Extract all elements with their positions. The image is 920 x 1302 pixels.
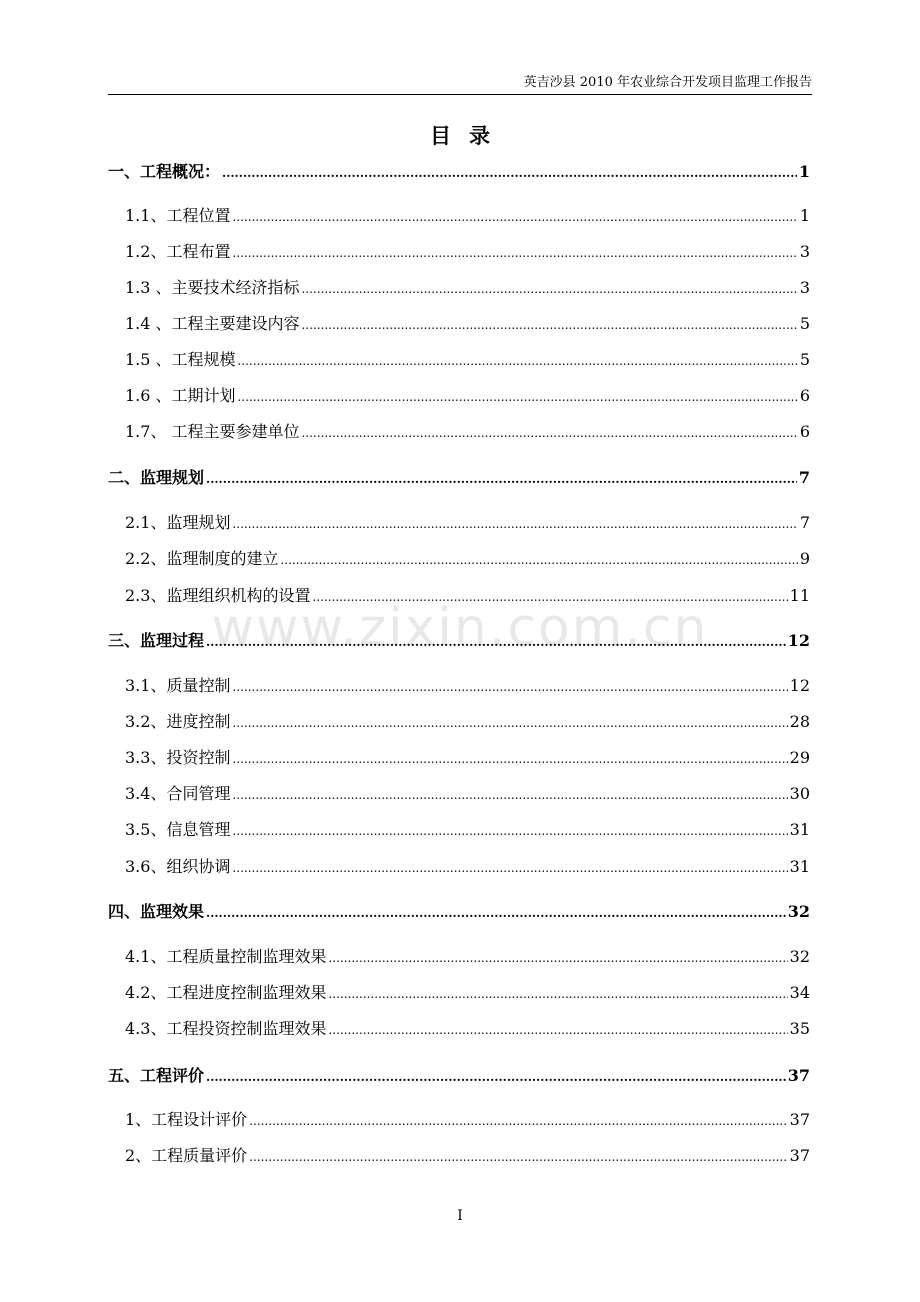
toc-entry-page: 30 (789, 784, 810, 803)
toc-entry-label: 二、监理规划 (108, 468, 205, 487)
toc-leader-dots (232, 206, 797, 227)
toc-entry[interactable] (108, 747, 810, 769)
toc-leader-dots (280, 549, 797, 570)
page-number: I (457, 1208, 463, 1224)
toc-entry[interactable] (108, 205, 810, 227)
toc-entry-page: 3 (799, 242, 810, 261)
toc-entry-page: 12 (787, 631, 810, 650)
toc-entry-label: 3.4、合同管理 (125, 784, 231, 803)
toc-entry-page: 7 (798, 468, 810, 487)
toc-entry[interactable] (108, 675, 810, 697)
toc-entry-label: 2.1、监理规划 (125, 513, 231, 532)
toc-leader-dots (232, 242, 797, 263)
toc-leader-dots (238, 350, 798, 371)
toc-entry-page: 11 (789, 586, 810, 605)
toc-entry[interactable] (108, 630, 810, 652)
toc-leader-dots (232, 748, 787, 769)
toc-leader-dots (232, 784, 787, 805)
toc-leader-dots (312, 586, 787, 607)
toc-leader-dots (206, 468, 797, 489)
toc-entry-label: 4.1、工程质量控制监理效果 (125, 947, 327, 966)
toc-entry-label: 1、工程设计评价 (125, 1110, 248, 1129)
toc-leader-dots (232, 820, 787, 841)
toc-entry[interactable] (108, 982, 810, 1004)
toc-entry[interactable] (108, 241, 810, 263)
toc-entry-page: 31 (789, 857, 810, 876)
toc-entry-page: 5 (799, 314, 810, 333)
toc-entry-label: 4.2、工程进度控制监理效果 (125, 983, 327, 1002)
toc-entry[interactable] (108, 1109, 810, 1131)
toc-entry[interactable] (108, 385, 810, 407)
toc-entry-label: 3.2、进度控制 (125, 712, 231, 731)
toc-entry[interactable] (108, 1018, 810, 1040)
toc-leader-dots (302, 314, 798, 335)
toc-entry[interactable] (108, 548, 810, 570)
toc-entry-label: 1.7、 工程主要参建单位 (125, 422, 300, 441)
toc-entry[interactable] (108, 946, 810, 968)
toc-entry-label: 1.4 、工程主要建设内容 (125, 314, 300, 333)
toc-leader-dots (206, 902, 786, 923)
toc-entry-label: 3.6、组织协调 (125, 857, 231, 876)
toc-entry[interactable] (108, 711, 810, 733)
toc-entry-page: 6 (799, 386, 810, 405)
toc-entry-label: 1.6 、工期计划 (125, 386, 236, 405)
toc-entry[interactable] (108, 856, 810, 878)
toc-entry-label: 1.1、工程位置 (125, 206, 231, 225)
toc-entry-label: 2.3、监理组织机构的设置 (125, 586, 311, 605)
toc-leader-dots (302, 422, 798, 443)
watermark: www.zixin.com.cn (211, 598, 709, 658)
toc-entry[interactable] (108, 313, 810, 335)
toc-leader-dots (232, 712, 787, 733)
toc-entry-label: 四、监理效果 (108, 902, 205, 921)
toc-leader-dots (328, 983, 787, 1004)
toc-entry-page: 9 (799, 549, 810, 568)
toc-entry[interactable] (108, 349, 810, 371)
toc-entry[interactable] (108, 161, 810, 183)
toc-entry-label: 五、工程评价 (108, 1066, 205, 1085)
toc-leader-dots (328, 947, 787, 968)
toc-entry[interactable] (108, 783, 810, 805)
toc-entry-page: 32 (789, 947, 810, 966)
toc-leader-dots (232, 857, 787, 878)
toc-entry[interactable] (108, 512, 810, 534)
toc-entry[interactable] (108, 421, 810, 443)
toc-entry-page: 7 (799, 513, 810, 532)
toc-leader-dots (222, 162, 797, 183)
toc-entry-page: 5 (799, 350, 810, 369)
toc-entry-page: 12 (789, 676, 810, 695)
toc-entry-label: 3.3、投资控制 (125, 748, 231, 767)
toc-entry[interactable] (108, 1145, 810, 1167)
toc-entry-page: 37 (787, 1066, 810, 1085)
toc-entry-page: 35 (789, 1019, 810, 1038)
toc-entry-label: 1.3 、主要技术经济指标 (125, 278, 300, 297)
toc-entry-page: 37 (789, 1110, 810, 1129)
toc-entry-label: 3.1、质量控制 (125, 676, 231, 695)
toc-entry-label: 3.5、信息管理 (125, 820, 231, 839)
toc-leader-dots (302, 278, 798, 299)
toc-entry-page: 34 (789, 983, 810, 1002)
toc-entry[interactable] (108, 585, 810, 607)
toc-leader-dots (206, 1066, 786, 1087)
toc-leader-dots (249, 1146, 787, 1167)
toc-entry-page: 3 (799, 278, 810, 297)
toc-entry-page: 37 (789, 1146, 810, 1165)
toc-entry[interactable] (108, 467, 810, 489)
toc-leader-dots (232, 676, 787, 697)
toc-entry[interactable] (108, 819, 810, 841)
toc-entry[interactable] (108, 901, 810, 923)
toc-entry-label: 三、监理过程 (108, 631, 205, 650)
toc-leader-dots (238, 386, 798, 407)
toc-leader-dots (206, 631, 786, 652)
toc-entry-page: 29 (789, 748, 810, 767)
toc-entry[interactable] (108, 1065, 810, 1087)
toc-leader-dots (232, 513, 797, 534)
toc-entry-page: 1 (799, 206, 810, 225)
toc-entry-label: 1.5 、工程规模 (125, 350, 236, 369)
toc-entry-page: 31 (789, 820, 810, 839)
toc-entry-label: 2.2、监理制度的建立 (125, 549, 279, 568)
toc-entry-page: 32 (787, 902, 810, 921)
page-title: 目录 (430, 123, 508, 148)
toc-entry-label: 一、工程概况： (108, 162, 221, 181)
toc-entry-page: 1 (798, 162, 810, 181)
toc-leader-dots (249, 1110, 787, 1131)
toc-entry-label: 1.2、工程布置 (125, 242, 231, 261)
toc-entry-label: 2、工程质量评价 (125, 1146, 248, 1165)
toc-leader-dots (328, 1019, 787, 1040)
toc-entry-page: 6 (799, 422, 810, 441)
toc-entry-page: 28 (789, 712, 810, 731)
toc-entry[interactable] (108, 277, 810, 299)
page-header: 英吉沙县 2010 年农业综合开发项目监理工作报告 (108, 74, 812, 95)
toc-entry-label: 4.3、工程投资控制监理效果 (125, 1019, 327, 1038)
